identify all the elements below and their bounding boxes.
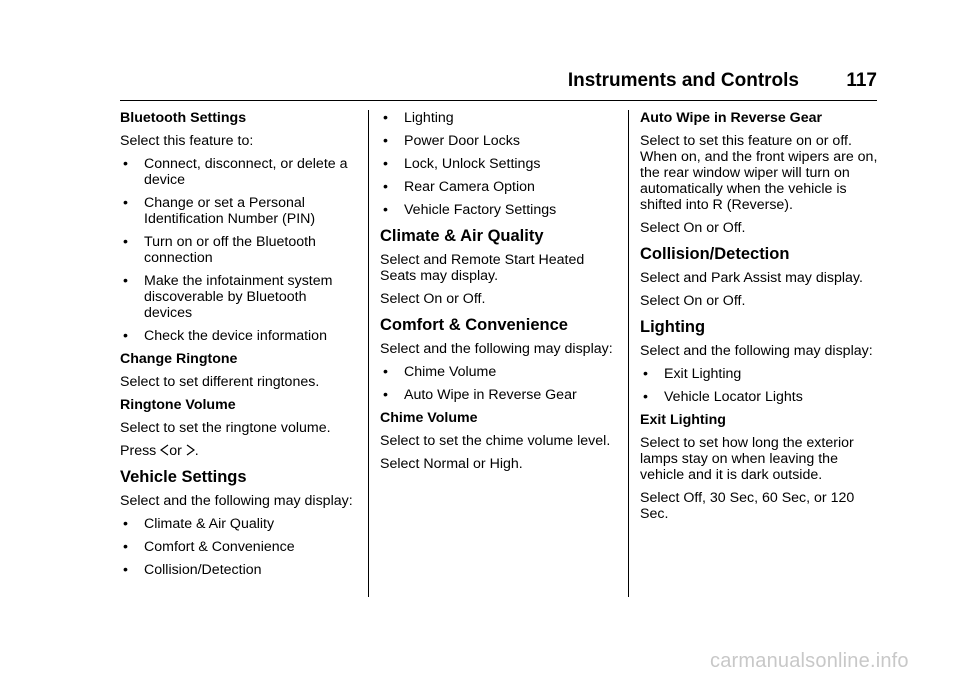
paragraph: Select On or Off. bbox=[380, 291, 486, 307]
list-item: • Rear Camera Option bbox=[383, 179, 535, 195]
bullet: • bbox=[383, 202, 388, 218]
heading-collision-detection: Collision/Detection bbox=[640, 245, 790, 263]
bullet: • bbox=[383, 110, 388, 126]
paragraph: Select Off, 30 Sec, 60 Sec, or 120 Sec. bbox=[640, 490, 855, 522]
list-item: • Turn on or off the Bluetooth connection bbox=[123, 234, 316, 266]
list-item: • Exit Lighting bbox=[643, 366, 742, 382]
list-item: • Connect, disconnect, or delete a device bbox=[123, 156, 348, 188]
bullet: • bbox=[383, 156, 388, 172]
list-item: • Vehicle Factory Settings bbox=[383, 202, 557, 218]
paragraph: Select and the following may display: bbox=[640, 343, 873, 359]
bullet: • bbox=[123, 273, 128, 289]
paragraph: Select this feature to: bbox=[120, 133, 254, 149]
page-header bbox=[120, 68, 877, 101]
list-item: • Check the device information bbox=[123, 328, 327, 344]
list-item: • Auto Wipe in Reverse Gear bbox=[383, 387, 577, 403]
list-item: • Change or set a Personal Identification Number (PIN) bbox=[123, 195, 316, 227]
column-divider bbox=[368, 110, 369, 597]
list-item: • Power Door Locks bbox=[383, 133, 520, 149]
paragraph: Select and Remote Start Heated Seats may display. bbox=[380, 252, 585, 284]
subheading-ringtone-volume: Ringtone Volume bbox=[120, 397, 236, 413]
bullet: • bbox=[123, 328, 128, 344]
press-instruction: Press or . bbox=[120, 443, 199, 459]
column-1 bbox=[120, 110, 356, 585]
bullet: • bbox=[123, 562, 128, 578]
bullet: • bbox=[123, 195, 128, 211]
bullet: • bbox=[123, 156, 128, 172]
list-item: • Climate & Air Quality bbox=[123, 516, 275, 532]
list-item: • Make the infotainment system discoverable by Bluetooth devices bbox=[123, 273, 333, 321]
column-divider bbox=[628, 110, 629, 597]
subheading-exit-lighting: Exit Lighting bbox=[640, 412, 726, 428]
page-number: 117 bbox=[846, 70, 877, 91]
bullet: • bbox=[123, 234, 128, 250]
heading-comfort-convenience: Comfort & Convenience bbox=[380, 316, 568, 334]
chevron-left-icon bbox=[160, 444, 169, 456]
bullet: • bbox=[383, 387, 388, 403]
list-item: • Lighting bbox=[383, 110, 454, 126]
bullet: • bbox=[123, 539, 128, 555]
chevron-right-icon bbox=[186, 444, 195, 456]
list-item: • Chime Volume bbox=[383, 364, 497, 380]
heading-vehicle-settings: Vehicle Settings bbox=[120, 468, 247, 486]
column-3 bbox=[640, 110, 880, 529]
list-item: • Comfort & Convenience bbox=[123, 539, 295, 555]
list-item: • Vehicle Locator Lights bbox=[643, 389, 803, 405]
list-item: • Collision/Detection bbox=[123, 562, 262, 578]
paragraph: Select On or Off. bbox=[640, 220, 746, 236]
bullet: • bbox=[123, 516, 128, 532]
column-2 bbox=[380, 110, 615, 479]
subheading-auto-wipe: Auto Wipe in Reverse Gear bbox=[640, 110, 822, 126]
paragraph: Select Normal or High. bbox=[380, 456, 523, 472]
subheading-change-ringtone: Change Ringtone bbox=[120, 351, 238, 367]
subheading-bluetooth-settings: Bluetooth Settings bbox=[120, 110, 247, 126]
paragraph: Select and the following may display: bbox=[120, 493, 353, 509]
bullet: • bbox=[643, 366, 648, 382]
bullet: • bbox=[383, 179, 388, 195]
heading-climate-air-quality: Climate & Air Quality bbox=[380, 227, 544, 245]
bullet: • bbox=[643, 389, 648, 405]
paragraph: Select On or Off. bbox=[640, 293, 746, 309]
paragraph: Select to set this feature on or off. When on, and the front wipers are on, the rear window wiper will turn on automatically when the vehicle is shifted into R (Reverse). bbox=[640, 133, 878, 213]
bullet: • bbox=[383, 364, 388, 380]
heading-lighting: Lighting bbox=[640, 318, 706, 336]
bullet: • bbox=[383, 133, 388, 149]
paragraph: Select to set different ringtones. bbox=[120, 374, 320, 390]
watermark: carmanualsonline.info bbox=[710, 650, 909, 672]
list-item: • Lock, Unlock Settings bbox=[383, 156, 541, 172]
paragraph: Select and Park Assist may display. bbox=[640, 270, 863, 286]
paragraph: Select to set how long the exterior lamps stay on when leaving the vehicle and it is dark outside. bbox=[640, 435, 854, 483]
section-title: Instruments and Controls bbox=[567, 70, 799, 91]
subheading-chime-volume: Chime Volume bbox=[380, 410, 478, 426]
paragraph: Select to set the ringtone volume. bbox=[120, 420, 331, 436]
paragraph: Select to set the chime volume level. bbox=[380, 433, 611, 449]
paragraph: Select and the following may display: bbox=[380, 341, 613, 357]
